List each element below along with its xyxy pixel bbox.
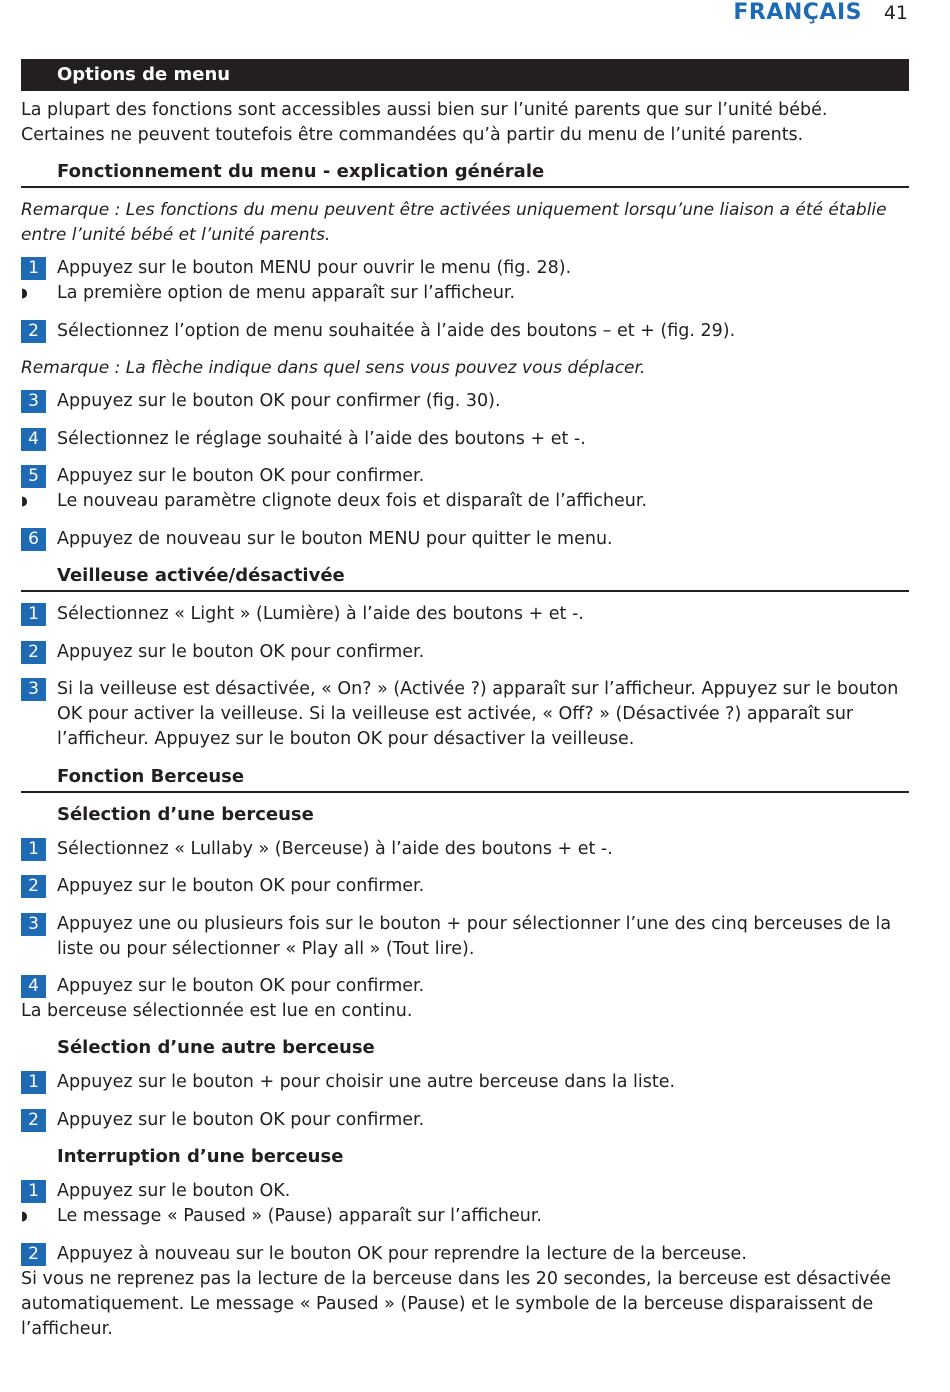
subsection-title: Fonctionnement du menu - explication générale: [21, 160, 909, 188]
result-marker-icon: ◗: [21, 1209, 28, 1224]
paragraph: Si vous ne reprenez pas la lecture de la berceuse dans les 20 secondes, la berceuse est désactivée automatiquement. Le message « Paused » (Pause) et le symbole de la berceuse disparaissent de l’afficheur.: [21, 1268, 892, 1339]
result-marker-icon: ◗: [21, 286, 28, 301]
step-result: [21, 281, 909, 306]
step-number: 1: [21, 838, 46, 861]
step: [21, 912, 909, 962]
step-text: Appuyez sur le bouton OK pour confirmer.: [57, 1109, 425, 1130]
result-text: Le message « Paused » (Pause) apparaît sur l’afficheur.: [57, 1206, 542, 1226]
step-text: Appuyez sur le bouton OK pour confirmer.: [57, 876, 425, 896]
step-number: 6: [21, 528, 46, 551]
step-text: Sélectionnez l’option de menu souhaitée à l’aide des boutons – et + (fig. 29).: [57, 320, 736, 341]
result-text: Le nouveau paramètre clignote deux fois et disparaît de l’afficheur.: [57, 491, 648, 511]
note: Remarque : La flèche indique dans quel sens vous pouvez vous déplacer.: [21, 358, 646, 378]
step: [21, 527, 909, 552]
step: [21, 640, 909, 665]
subsection-subtitle: Sélection d’une autre berceuse: [57, 1037, 375, 1058]
step: [21, 319, 909, 344]
step: [21, 389, 909, 414]
step: [21, 427, 909, 452]
step: [21, 464, 909, 489]
step: [21, 1108, 909, 1133]
step-text: Appuyez de nouveau sur le bouton MENU pour quitter le menu.: [57, 528, 613, 549]
step-number: 4: [21, 428, 46, 451]
step-number: 3: [21, 913, 46, 936]
page-content: [21, 59, 909, 1354]
step-text: Appuyez sur le bouton + pour choisir une autre berceuse dans la liste.: [57, 1072, 676, 1092]
page-number: 41: [883, 2, 908, 24]
step: [21, 837, 909, 862]
step-number: 4: [21, 975, 46, 998]
note: Remarque : Les fonctions du menu peuvent être activées uniquement lorsqu’une liaison a été établie entre l’unité bébé et l’unité parents.: [21, 200, 887, 245]
intro-paragraph: La plupart des fonctions sont accessibles aussi bien sur l’unité parents que sur l’unité bébé. Certaines ne peuvent toutefois être commandées qu’à partir du menu de l’unité parents.: [21, 100, 828, 145]
step-text: Si la veilleuse est désactivée, « On? » (Activée ?) apparaît sur l’afficheur. Appuyez sur le bouton OK pour activer la veilleuse. Si la veilleuse est activée, « Off? » (Désactivée ?) apparaît sur l’afficheur. Appuyez sur le bouton OK pour désactiver la veilleuse.: [57, 679, 899, 749]
language-label: FRANÇAIS: [733, 0, 862, 25]
step: [21, 974, 909, 999]
subsection-subtitle: Interruption d’une berceuse: [57, 1146, 344, 1167]
subsection-subtitle: Sélection d’une berceuse: [57, 803, 314, 825]
step-text: Appuyez sur le bouton OK pour confirmer.: [57, 641, 425, 662]
step: [21, 256, 909, 281]
step-number: 1: [21, 257, 46, 280]
step-number: 2: [21, 320, 46, 343]
step: [21, 1242, 909, 1267]
step: [21, 874, 909, 899]
step-text: Sélectionnez « Lullaby » (Berceuse) à l’aide des boutons + et -.: [57, 838, 613, 859]
step-text: Appuyez sur le bouton OK pour confirmer (fig. 30).: [57, 391, 501, 411]
step: [21, 1070, 909, 1095]
step-text: Appuyez sur le bouton OK.: [57, 1181, 291, 1201]
step-number: 2: [21, 875, 46, 898]
step-text: Appuyez sur le bouton OK pour confirmer.: [57, 466, 425, 486]
step-number: 2: [21, 641, 46, 664]
step-text: Appuyez sur le bouton OK pour confirmer.: [57, 976, 425, 996]
step-text: Appuyez sur le bouton MENU pour ouvrir le menu (fig. 28).: [57, 258, 572, 278]
step-text: Sélectionnez le réglage souhaité à l’aide des boutons + et -.: [57, 428, 586, 449]
step-number: 3: [21, 390, 46, 413]
step-text: Appuyez à nouveau sur le bouton OK pour reprendre la lecture de la berceuse.: [57, 1243, 747, 1264]
step-text: Appuyez une ou plusieurs fois sur le bouton + pour sélectionner l’une des cinq berceuses de la liste ou pour sélectionner « Play all » (Tout lire).: [57, 913, 892, 959]
section-title-bar: Options de menu: [21, 59, 909, 91]
step: [21, 1179, 909, 1204]
page-header: [0, 0, 950, 30]
step: [21, 602, 909, 627]
step-result: [21, 1204, 909, 1229]
step-number: 1: [21, 1071, 46, 1094]
step-number: 2: [21, 1243, 46, 1266]
paragraph: La berceuse sélectionnée est lue en continu.: [21, 1001, 413, 1021]
step-text: Sélectionnez « Light » (Lumière) à l’aide des boutons + et -.: [57, 604, 584, 624]
step-number: 5: [21, 465, 46, 488]
step-number: 1: [21, 603, 46, 626]
result-marker-icon: ◗: [21, 494, 28, 509]
step: [21, 677, 909, 752]
step-number: 2: [21, 1109, 46, 1132]
subsection-title: Fonction Berceuse: [21, 765, 909, 793]
step-number: 1: [21, 1180, 46, 1203]
step-number: 3: [21, 678, 46, 701]
result-text: La première option de menu apparaît sur l’afficheur.: [57, 283, 516, 303]
step-result: [21, 489, 909, 514]
subsection-title: Veilleuse activée/désactivée: [21, 564, 909, 592]
